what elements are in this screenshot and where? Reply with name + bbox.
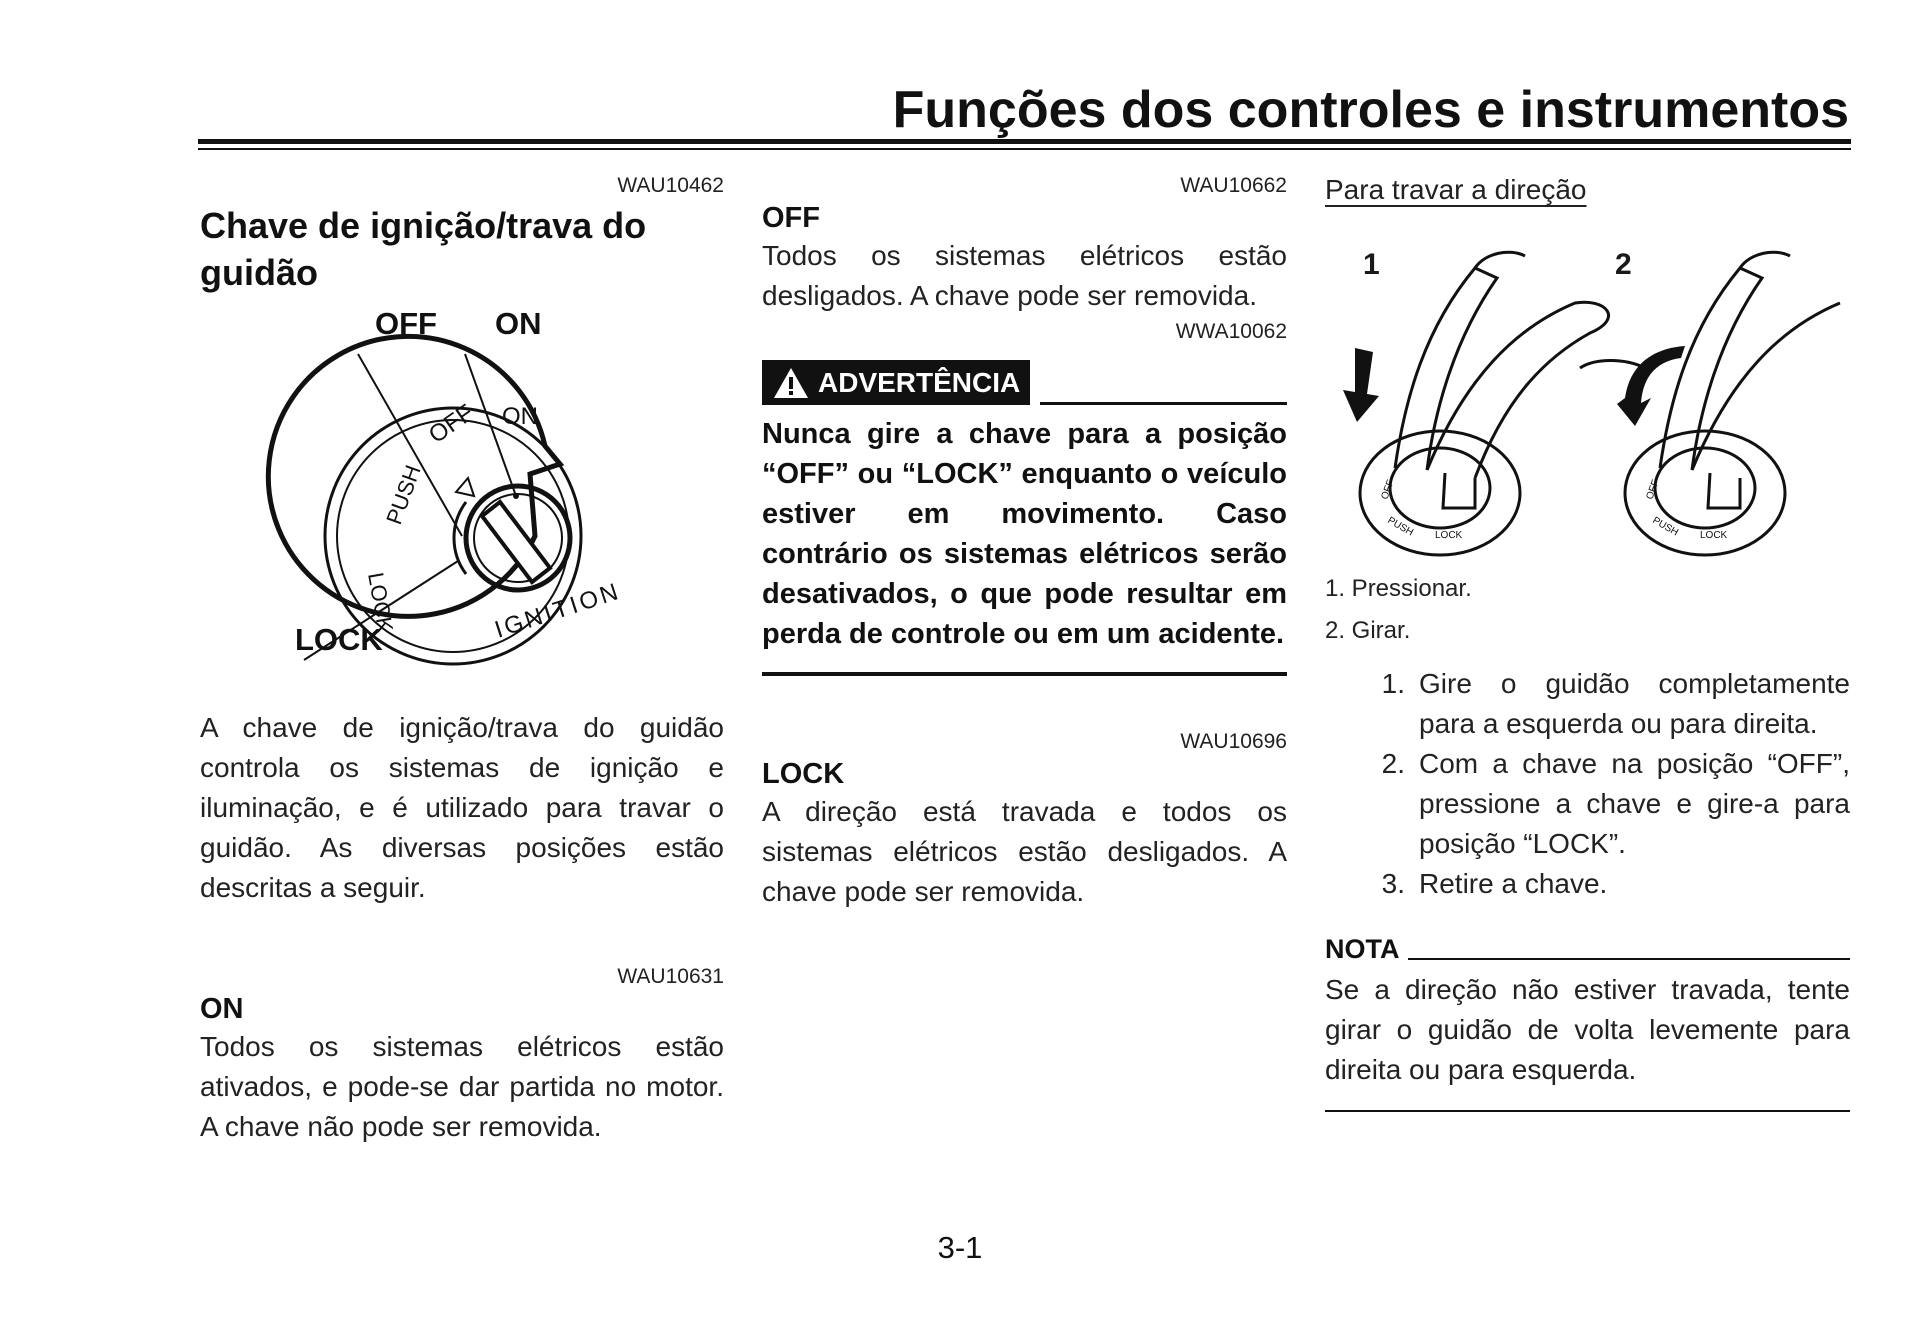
step-text: Com a chave na posição “OFF”, pressione a chave e gire-a para posição “LOCK”. xyxy=(1419,748,1850,859)
warning-end-rule xyxy=(762,672,1287,676)
steps-list xyxy=(1325,664,1850,904)
dial-lock-text-2: LOCK xyxy=(1700,530,1728,541)
dial-push-text-1: PUSH xyxy=(1385,515,1416,539)
list-item xyxy=(1325,744,1850,864)
note-label: NOTA xyxy=(1325,934,1400,964)
figure-label-lock: LOCK xyxy=(295,622,383,657)
dial-off-text-2: OFF xyxy=(1644,478,1662,502)
note-rule xyxy=(1408,958,1851,960)
lock-paragraph: A direção está travada e todos os sistemas elétricos estão desligados. A chave pode ser removida. xyxy=(762,796,1287,907)
figure-label-off: OFF xyxy=(375,306,437,341)
figure-label-on: ON xyxy=(495,306,542,341)
dial-off-text: OFF xyxy=(423,399,479,449)
ignition-switch-figure xyxy=(200,306,724,696)
off-paragraph: Todos os sistemas elétricos estão desligados. A chave pode ser removida. xyxy=(762,240,1287,311)
step-number: 1. xyxy=(1381,668,1405,699)
section-heading: Chave de ignição/trava do guidão xyxy=(200,205,647,293)
step-number: 2. xyxy=(1381,748,1405,779)
warning-label: ADVERTÊNCIA xyxy=(818,366,1021,398)
off-heading: OFF xyxy=(762,202,820,234)
warning-badge xyxy=(762,360,1030,405)
lock-steering-figure xyxy=(1325,208,1850,568)
dial-lock-text: LOCK xyxy=(363,570,399,634)
note-end-rule xyxy=(1325,1110,1850,1112)
figure-number-1: 1 xyxy=(1363,248,1380,281)
warning-rule xyxy=(1040,402,1287,405)
warning-text: Nunca gire a chave para a posição “OFF” ou “LOCK” enquanto o veículo estiver em movimento. Caso contrário os sistemas elétricos serão desativados, o que pode resultar em perda de controle ou em um acidente. xyxy=(762,418,1287,650)
section-code: WAU10662 xyxy=(1180,174,1287,197)
lock-steering-title: Para travar a direção xyxy=(1325,174,1587,205)
page-title: Funções dos controles e instrumentos xyxy=(892,81,1849,139)
dial-ignition-text: IGNITION xyxy=(491,577,625,644)
note-text: Se a direção não estiver travada, tente girar o guidão de volta levemente para direita ou para esquerda. xyxy=(1325,974,1850,1085)
figure-number-2: 2 xyxy=(1615,248,1632,281)
dial-off-text-1: OFF xyxy=(1379,478,1397,502)
figure-caption-2: 2. Girar. xyxy=(1325,617,1411,644)
step-text: Gire o guidão completamente para a esquerda ou para direita. xyxy=(1419,668,1850,739)
ignition-switch-illustration xyxy=(200,306,724,696)
column-right xyxy=(1325,172,1850,1112)
warning-triangle-icon xyxy=(772,366,810,400)
list-item xyxy=(1325,664,1850,744)
column-left xyxy=(200,172,724,1147)
header-rule-thick xyxy=(198,139,1851,144)
dial-push-text-2: PUSH xyxy=(1650,515,1681,539)
on-heading: ON xyxy=(200,993,244,1025)
lock-steering-illustration xyxy=(1325,208,1850,568)
step-number: 3. xyxy=(1381,868,1405,899)
page-number: 3-1 xyxy=(937,1230,983,1265)
section-code: WAU10696 xyxy=(1180,730,1287,753)
warning-header xyxy=(762,360,1287,405)
section-code: WAU10631 xyxy=(617,965,724,988)
warning-code: WWA10062 xyxy=(1175,320,1287,343)
on-paragraph: Todos os sistemas elétricos estão ativados, e pode-se dar partida no motor. A chave não pode ser removida. xyxy=(200,1031,724,1142)
list-item xyxy=(1325,864,1850,904)
step-text: Retire a chave. xyxy=(1419,868,1608,899)
section-code: WAU10462 xyxy=(617,174,724,197)
dial-lock-text-1: LOCK xyxy=(1435,530,1463,541)
figure-caption-1: 1. Pressionar. xyxy=(1325,575,1472,602)
lock-heading: LOCK xyxy=(762,758,845,790)
note-header xyxy=(1325,932,1850,966)
column-middle xyxy=(762,172,1287,912)
dial-push-text: PUSH xyxy=(381,461,426,528)
header-rule-thin xyxy=(198,148,1851,150)
intro-paragraph: A chave de ignição/trava do guidão controla os sistemas de ignição e iluminação, e é utilizado para travar o guidão. As diversas posições estão descritas a seguir. xyxy=(200,712,724,903)
dial-on-text: ON xyxy=(502,403,538,430)
